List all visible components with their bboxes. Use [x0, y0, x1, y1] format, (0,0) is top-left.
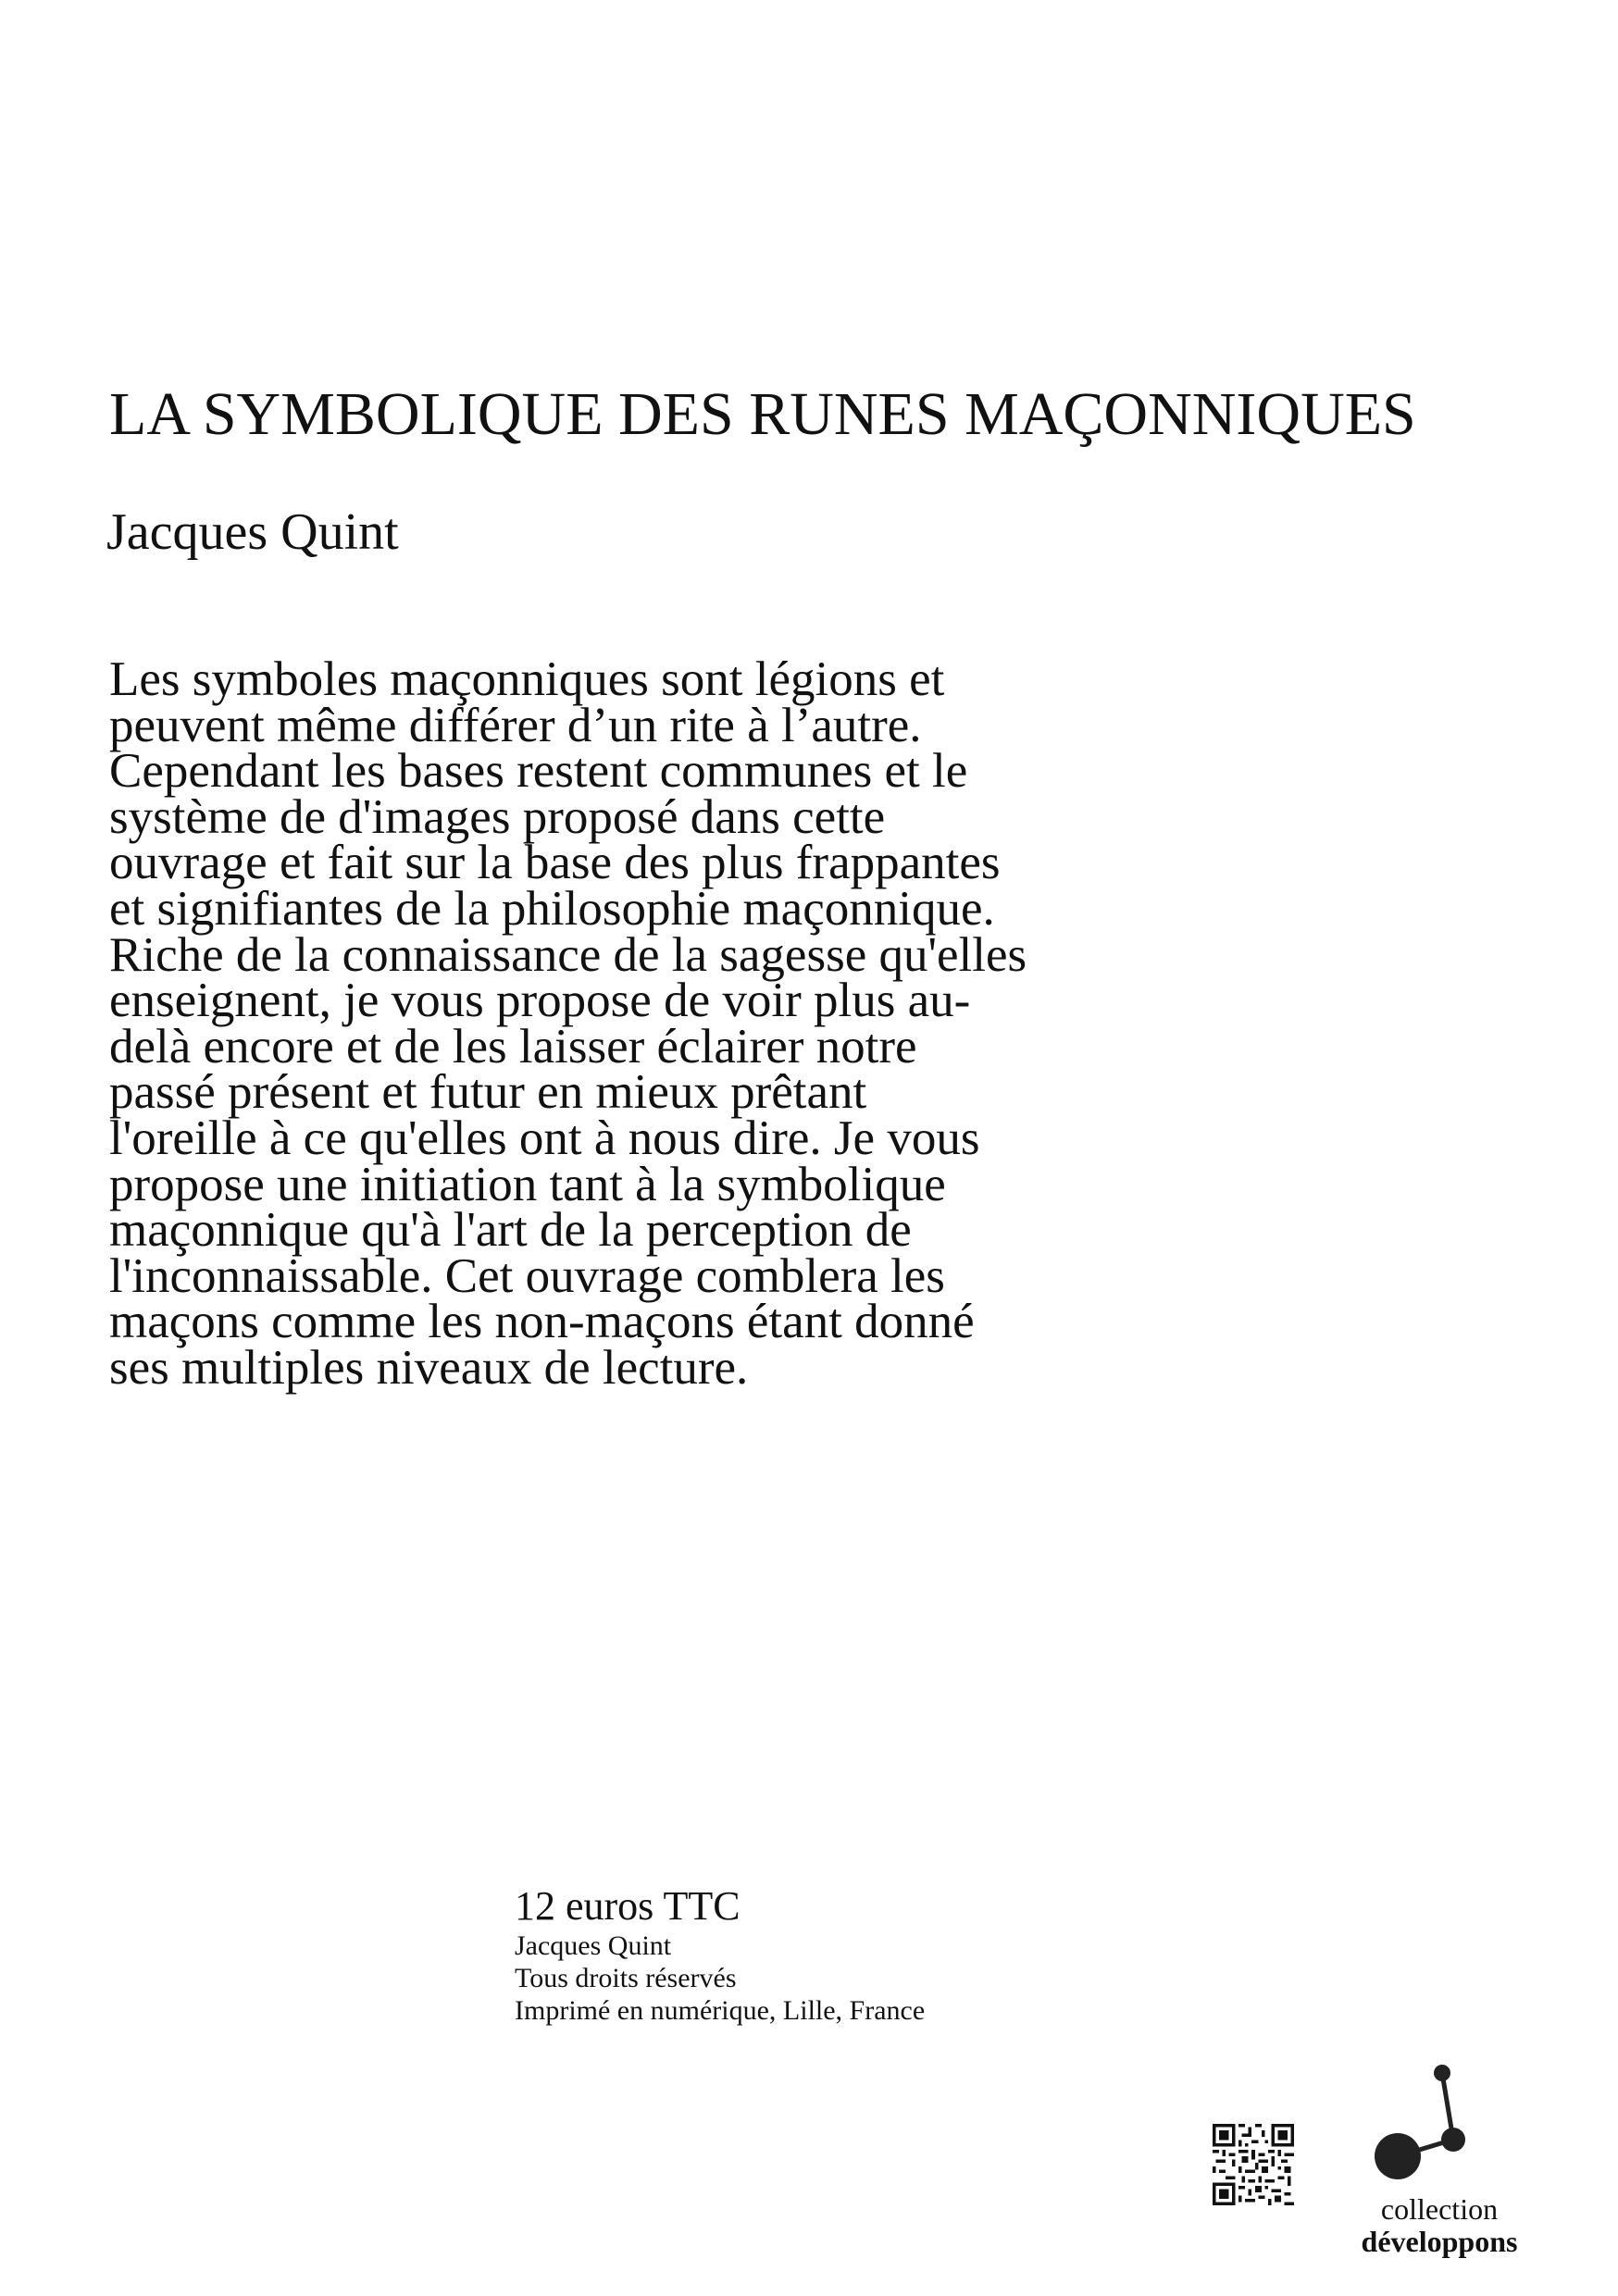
colophon-author: Jacques Quint [515, 1930, 672, 1961]
blurb-line: ouvrage et fait sur la base des plus frappantes [109, 836, 1001, 890]
blurb-line: et signifiantes de la philosophie maçonnique. [109, 881, 995, 936]
collection-word: collection [1380, 2192, 1499, 2226]
blurb-line: maçonnique qu'à l'art de la perception de [109, 1203, 912, 1258]
printing-notice: Imprimé en numérique, Lille, France [515, 1995, 926, 2026]
blurb-line: système de d'images proposé dans cette [109, 789, 886, 844]
collection-label [1333, 2193, 1546, 2258]
blurb-line: l'inconnaissable. Cet ouvrage comblera les [109, 1248, 945, 1303]
blurb-line: delà encore et de les laisser éclairer notre [109, 1019, 917, 1074]
blurb-line: peuvent même différer d’un rite à l’autre. [109, 698, 922, 752]
blurb-line: enseignent, je vous propose de voir plus au- [109, 974, 971, 1028]
blurb-line: ses multiples niveaux de lecture. [109, 1340, 749, 1395]
rights-notice: Tous droits réservés [515, 1963, 737, 1993]
colophon [515, 1883, 925, 2027]
book-title: LA SYMBOLIQUE DES RUNES MAÇONNIQUES [109, 380, 1416, 448]
blurb-line: l'oreille à ce qu'elles ont à nous dire. Je vous [109, 1111, 980, 1165]
blurb-line: maçons comme les non-maçons étant donné [109, 1295, 975, 1349]
collection-name: développons [1361, 2225, 1518, 2258]
book-author: Jacques Quint [106, 503, 399, 561]
blurb-line: passé présent et futur en mieux prêtant [109, 1065, 867, 1120]
blurb-line: Cependant les bases restent communes et le [109, 744, 968, 799]
price-label: 12 euros TTC [515, 1883, 741, 1929]
blurb-line: propose une initiation tant à la symbolique [109, 1157, 946, 1211]
qr-code-icon [1213, 2124, 1294, 2205]
blurb-line: Les symboles maçonniques sont légions et [109, 652, 945, 706]
book-blurb [109, 652, 1266, 1395]
molecule-logo-icon [1368, 2056, 1498, 2195]
blurb-line: Riche de la connaissance de la sagesse qu'elles [109, 927, 1027, 982]
